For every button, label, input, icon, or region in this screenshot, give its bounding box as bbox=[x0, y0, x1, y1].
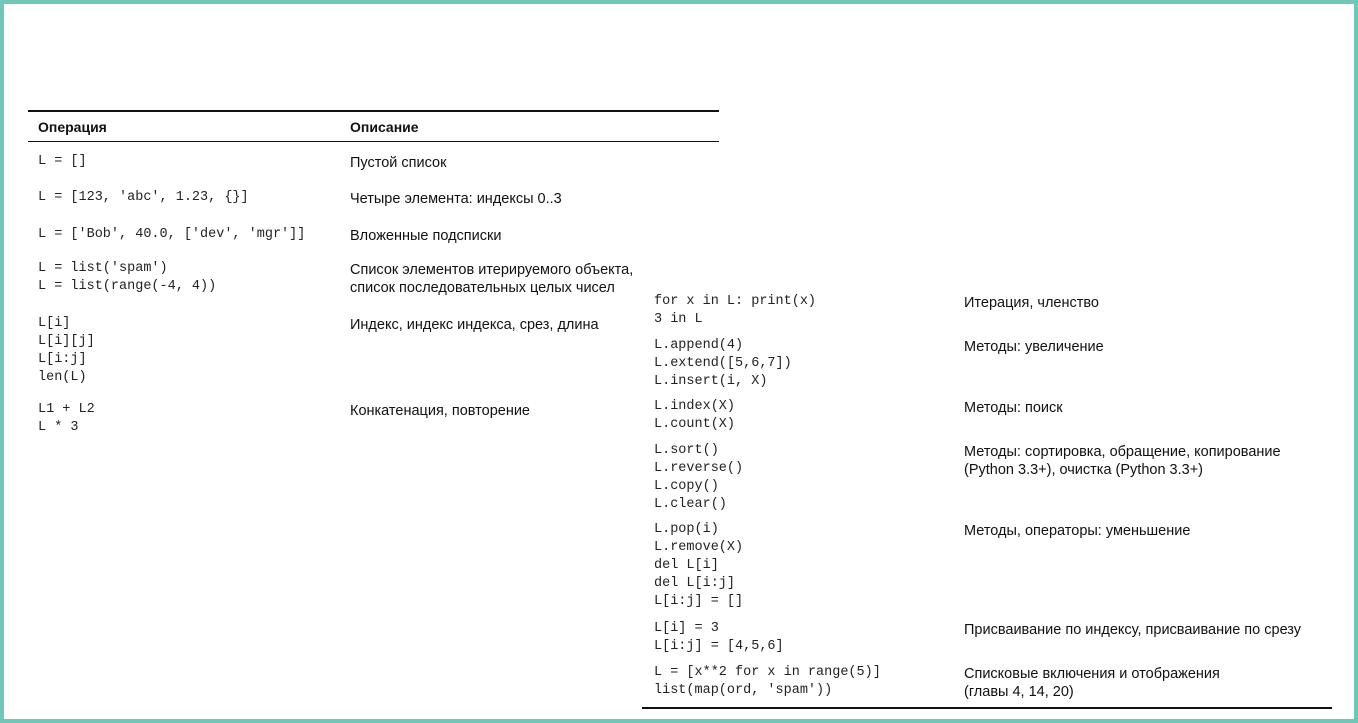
description-line: Четыре элемента: индексы 0..3 bbox=[350, 191, 562, 207]
description-line: (Python 3.3+), очистка (Python 3.3+) bbox=[964, 462, 1204, 478]
code-line: L.pop(i) bbox=[654, 522, 719, 537]
operation-cell bbox=[38, 315, 95, 387]
operation-cell bbox=[38, 401, 95, 437]
code-line: L1 + L2 bbox=[38, 402, 95, 417]
description-line: Конкатенация, повторение bbox=[350, 403, 530, 419]
code-line: L = [x**2 for x in range(5)] bbox=[654, 665, 881, 680]
code-line: L = [] bbox=[38, 154, 87, 169]
header-description: Описание bbox=[350, 119, 419, 135]
code-line: L[i:j] bbox=[38, 352, 87, 367]
code-line: L.remove(X) bbox=[654, 540, 744, 555]
description-line: Методы: увеличение bbox=[964, 339, 1104, 355]
description-line: Присваивание по индексу, присваивание по срезу bbox=[964, 622, 1302, 638]
code-line: del L[i] bbox=[654, 558, 719, 573]
top-rule bbox=[28, 110, 719, 112]
description-line: (главы 4, 14, 20) bbox=[964, 684, 1074, 700]
description-line: Вложенные подсписки bbox=[350, 228, 502, 244]
code-line: for x in L: print(x) bbox=[654, 294, 817, 309]
code-line: L.copy() bbox=[654, 479, 719, 494]
operation-cell bbox=[38, 153, 87, 171]
description-cell bbox=[350, 227, 501, 245]
description-cell bbox=[964, 443, 1281, 479]
description-line: Итерация, членство bbox=[964, 295, 1099, 311]
operation-cell bbox=[654, 337, 792, 391]
code-line: L.count(X) bbox=[654, 417, 736, 432]
description-line: Методы: поиск bbox=[964, 400, 1063, 416]
code-line: len(L) bbox=[38, 370, 87, 385]
operation-cell bbox=[654, 293, 816, 329]
operation-cell bbox=[654, 442, 743, 514]
description-cell bbox=[350, 190, 562, 208]
code-line: L.sort() bbox=[654, 443, 719, 458]
description-cell bbox=[964, 338, 1104, 356]
header-operation: Операция bbox=[38, 119, 107, 135]
code-line: L.append(4) bbox=[654, 338, 744, 353]
description-cell bbox=[350, 316, 599, 334]
description-line: список последовательных целых чисел bbox=[350, 280, 615, 296]
description-line: Индекс, индекс индекса, срез, длина bbox=[350, 317, 599, 333]
code-line: L[i] bbox=[38, 316, 71, 331]
code-line: L = list('spam') bbox=[38, 261, 168, 276]
code-line: 3 in L bbox=[654, 312, 703, 327]
operation-cell bbox=[654, 398, 735, 434]
operation-cell bbox=[654, 664, 881, 700]
code-line: L[i] = 3 bbox=[654, 621, 719, 636]
code-line: L.index(X) bbox=[654, 399, 736, 414]
bottom-rule bbox=[642, 707, 1332, 709]
description-line: Список элементов итерируемого объекта, bbox=[350, 262, 634, 278]
description-cell bbox=[350, 261, 633, 297]
description-cell bbox=[350, 402, 530, 420]
code-line: L[i:j] = [] bbox=[654, 594, 744, 609]
code-line: L[i:j] = [4,5,6] bbox=[654, 639, 784, 654]
code-line: L.extend([5,6,7]) bbox=[654, 356, 792, 371]
description-cell bbox=[964, 665, 1220, 701]
description-cell bbox=[964, 621, 1301, 639]
description-line: Методы, операторы: уменьшение bbox=[964, 523, 1191, 539]
code-line: L = [123, 'abc', 1.23, {}] bbox=[38, 190, 249, 205]
description-cell bbox=[350, 154, 446, 172]
operation-cell bbox=[654, 521, 743, 611]
description-cell bbox=[964, 522, 1190, 540]
code-line: list(map(ord, 'spam')) bbox=[654, 683, 833, 698]
code-line: L.clear() bbox=[654, 497, 727, 512]
code-line: L = list(range(-4, 4)) bbox=[38, 279, 217, 294]
code-line: L.insert(i, X) bbox=[654, 374, 768, 389]
description-line: Пустой список bbox=[350, 155, 447, 171]
code-line: del L[i:j] bbox=[654, 576, 736, 591]
header-rule bbox=[28, 141, 719, 142]
code-line: L.reverse() bbox=[654, 461, 744, 476]
operation-cell bbox=[38, 189, 249, 207]
description-cell bbox=[964, 294, 1099, 312]
operation-cell bbox=[654, 620, 784, 656]
code-line: L[i][j] bbox=[38, 334, 95, 349]
operation-cell bbox=[38, 260, 216, 296]
code-line: L * 3 bbox=[38, 420, 79, 435]
code-line: L = ['Bob', 40.0, ['dev', 'mgr']] bbox=[38, 227, 306, 242]
operation-cell bbox=[38, 226, 305, 244]
description-line: Списковые включения и отображения bbox=[964, 666, 1220, 682]
description-line: Методы: сортировка, обращение, копирование bbox=[964, 444, 1281, 460]
description-cell bbox=[964, 399, 1063, 417]
